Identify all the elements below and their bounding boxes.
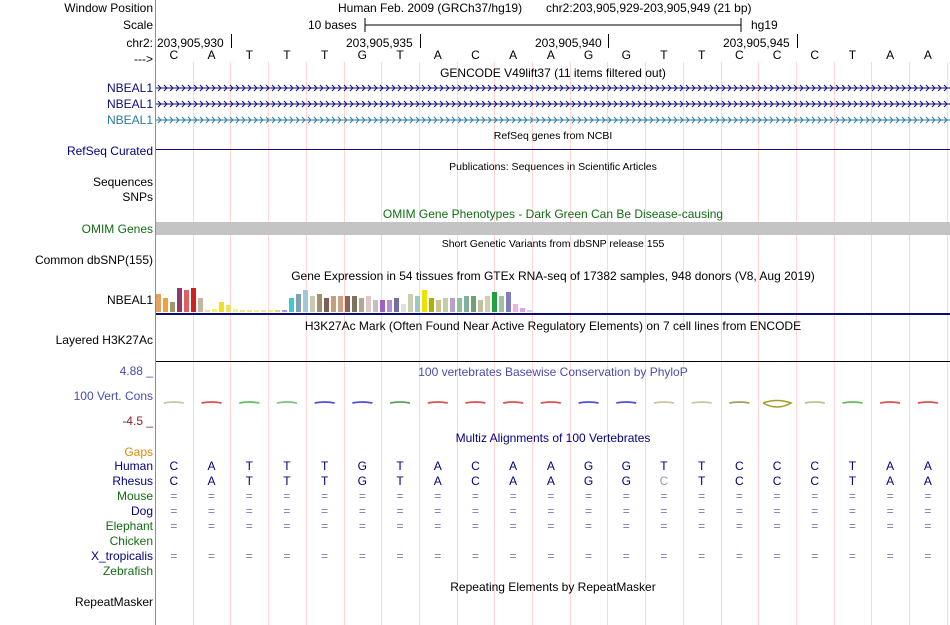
aligned-equal: = <box>358 519 366 533</box>
aligned-equal: = <box>585 489 593 503</box>
rhesus-base: A <box>886 474 895 488</box>
aligned-equal: = <box>547 549 555 563</box>
cons-score-mark <box>729 402 749 403</box>
aligned-equal: = <box>622 489 630 503</box>
aligned-equal: = <box>321 519 329 533</box>
gtex-tissue-bar[interactable] <box>212 309 217 312</box>
coord-tick <box>420 34 421 48</box>
human-base: C <box>810 459 820 473</box>
aligned-equal: = <box>321 489 329 503</box>
human-base: G <box>621 459 631 473</box>
gtex-tissue-bar[interactable] <box>191 288 196 312</box>
aligned-equal: = <box>396 504 404 518</box>
aligned-equal: = <box>848 549 856 563</box>
base-letter: G <box>621 48 631 62</box>
gtex-tissue-bar[interactable] <box>457 298 462 312</box>
rhesus-base: C <box>169 474 179 488</box>
gene-track-3[interactable] <box>156 115 950 125</box>
human-base: T <box>848 459 857 473</box>
aligned-equal: = <box>735 519 743 533</box>
aligned-equal: = <box>170 489 178 503</box>
omim-label[interactable]: OMIM Genes <box>81 222 153 236</box>
gtex-tissue-bar[interactable] <box>366 296 371 312</box>
cons-score-mark <box>541 402 561 403</box>
rhesus-base: A <box>546 474 555 488</box>
rhesus-base: T <box>245 474 253 488</box>
h3k27ac-baseline <box>156 361 950 362</box>
aligned-equal: = <box>434 549 442 563</box>
aligned-equal: = <box>471 489 479 503</box>
sequences-label[interactable]: Sequences <box>92 175 153 189</box>
cons-max: 4.88 _ <box>119 364 153 378</box>
aligned-equal: = <box>585 519 593 533</box>
aligned-equal: = <box>773 549 781 563</box>
repeatmasker-label[interactable]: RepeatMasker <box>74 595 153 609</box>
gtex-tissue-bar[interactable] <box>527 310 532 312</box>
gtex-tissue-bar[interactable] <box>240 310 245 312</box>
human-base: A <box>433 459 442 473</box>
aligned-equal: = <box>698 519 706 533</box>
cons-label[interactable]: 100 Vert. Cons <box>73 389 153 403</box>
cons-score-mark <box>277 402 297 403</box>
aligned-equal: = <box>434 519 442 533</box>
gtex-tissue-bar[interactable] <box>296 294 301 312</box>
species-label-mouse[interactable]: Mouse <box>116 489 153 503</box>
aligned-equal: = <box>886 504 894 518</box>
gtex-tissue-bar[interactable] <box>247 310 252 312</box>
scale-text: 10 bases <box>308 18 357 32</box>
aligned-equal: = <box>547 519 555 533</box>
aligned-equal: = <box>886 519 894 533</box>
base-letter: A <box>509 48 518 62</box>
gtex-tissue-bar[interactable] <box>254 310 259 312</box>
gtex-tissue-bar[interactable] <box>499 296 504 312</box>
base-letter: C <box>471 48 480 62</box>
gtex-tissue-bar[interactable] <box>373 300 378 312</box>
human-base: T <box>396 459 404 473</box>
cons-score-mark <box>805 402 825 403</box>
coord-2: 203,905,935 <box>346 36 413 50</box>
cons-score-mark <box>239 402 259 403</box>
cons-score-mark <box>352 402 372 403</box>
cons-score-mark <box>842 402 862 403</box>
rhesus-base: G <box>357 474 368 488</box>
base-letter: A <box>923 48 932 62</box>
scale-bar <box>360 16 750 34</box>
aligned-equal: = <box>924 549 932 563</box>
aligned-equal: = <box>245 519 253 533</box>
gtex-tissue-bar[interactable] <box>492 292 497 312</box>
gtex-tissue-bar[interactable] <box>345 296 350 312</box>
base-letter: C <box>772 48 782 62</box>
cons-score-mark <box>465 402 485 403</box>
aligned-equal: = <box>208 489 216 503</box>
aligned-equal: = <box>811 519 819 533</box>
base-letter: A <box>886 48 895 62</box>
chrom-label: chr2: <box>126 36 153 50</box>
gtex-tissue-bar[interactable] <box>359 298 364 312</box>
species-label-human[interactable]: Human <box>114 459 153 473</box>
repeatmasker-title[interactable]: Repeating Elements by RepeatMasker <box>450 580 656 594</box>
aligned-equal: = <box>811 489 819 503</box>
aligned-equal: = <box>283 504 291 518</box>
aligned-equal: = <box>208 504 216 518</box>
species-label-rhesus[interactable]: Rhesus <box>112 474 153 488</box>
human-base: A <box>509 459 518 473</box>
publications-title[interactable]: Publications: Sequences in Scientific Articles <box>449 161 657 173</box>
aligned-equal: = <box>924 489 932 503</box>
species-label-elephant[interactable]: Elephant <box>105 519 153 533</box>
cons-wiggle[interactable] <box>156 394 950 414</box>
aligned-equal: = <box>886 549 894 563</box>
aligned-equal: = <box>547 489 555 503</box>
base-letter: A <box>433 48 442 62</box>
gtex-tissue-bar[interactable] <box>163 298 168 312</box>
gtex-tissue-bar[interactable] <box>380 300 385 312</box>
gtex-tissue-bar[interactable] <box>324 298 329 312</box>
aligned-equal: = <box>170 504 178 518</box>
base-letter: T <box>283 48 291 62</box>
gtex-tissue-bar[interactable] <box>520 308 525 312</box>
scale-label: Scale <box>122 18 153 32</box>
coord-4: 203,905,945 <box>723 36 790 50</box>
gene-label-3[interactable]: NBEAL1 <box>106 113 153 127</box>
aligned-equal: = <box>924 504 932 518</box>
gtex-tissue-bar[interactable] <box>408 294 413 312</box>
aligned-equal: = <box>283 519 291 533</box>
gtex-tissue-bar[interactable] <box>401 304 406 312</box>
aligned-equal: = <box>735 504 743 518</box>
cons-score-mark <box>428 402 448 403</box>
gtex-tissue-bar[interactable] <box>506 292 511 312</box>
coord-tick <box>797 34 798 48</box>
rhesus-base: A <box>923 474 932 488</box>
gtex-tissue-bar[interactable] <box>282 310 287 312</box>
gtex-tissue-bar[interactable] <box>387 300 392 312</box>
gtex-tissue-bar[interactable] <box>303 290 308 312</box>
h3k27ac-title[interactable]: H3K27Ac Mark (Often Found Near Active Regulatory Elements) on 7 cell lines from ENCODE <box>304 319 802 333</box>
gtex-tissue-bar[interactable] <box>226 305 231 312</box>
dbsnp-label[interactable]: Common dbSNP(155) <box>34 253 153 267</box>
human-base: T <box>697 459 706 473</box>
aligned-equal: = <box>509 489 517 503</box>
gtex-tissue-bar[interactable] <box>352 296 357 312</box>
gtex-tissue-bar[interactable] <box>268 310 273 312</box>
strand-label: ---> <box>134 52 153 66</box>
gtex-tissue-bar[interactable] <box>317 294 322 312</box>
aligned-equal: = <box>735 549 743 563</box>
gtex-title[interactable]: Gene Expression in 54 tissues from GTEx RNA-seq of 17382 samples, 948 donors (V8, Aug 2019) <box>291 269 815 283</box>
base-letter: T <box>848 48 857 62</box>
gtex-tissue-bar[interactable] <box>261 310 266 312</box>
cons-min: -4.5 _ <box>122 414 153 428</box>
h3k27ac-label[interactable]: Layered H3K27Ac <box>55 333 153 347</box>
cons-score-mark <box>390 402 410 403</box>
aligned-equal: = <box>245 549 253 563</box>
gtex-tissue-bar[interactable] <box>198 298 203 312</box>
base-letter: C <box>810 48 820 62</box>
aligned-equal: = <box>773 489 781 503</box>
coord-tick <box>231 34 232 48</box>
multiz-title[interactable]: Multiz Alignments of 100 Vertebrates <box>455 431 651 445</box>
aligned-equal: = <box>358 549 366 563</box>
aligned-equal: = <box>698 549 706 563</box>
aligned-equal: = <box>283 549 291 563</box>
aligned-equal: = <box>886 489 894 503</box>
omim-bar[interactable] <box>156 222 950 235</box>
rhesus-base: C <box>810 474 820 488</box>
cons-score-mark <box>616 402 636 403</box>
gtex-tissue-bar[interactable] <box>450 298 455 312</box>
aligned-equal: = <box>698 489 706 503</box>
aligned-equal: = <box>585 549 593 563</box>
aligned-equal: = <box>660 489 668 503</box>
aligned-equal: = <box>509 549 517 563</box>
coord-1: 203,905,930 <box>157 36 224 50</box>
aligned-equal: = <box>245 489 253 503</box>
gtex-tissue-bar[interactable] <box>275 310 280 312</box>
human-base: A <box>886 459 895 473</box>
gtex-tissue-bar[interactable] <box>338 296 343 312</box>
gene-label-2[interactable]: NBEAL1 <box>106 97 153 111</box>
base-letter: T <box>697 48 706 62</box>
human-base: G <box>357 459 368 473</box>
rhesus-base: C <box>659 474 669 488</box>
aligned-equal: = <box>208 549 216 563</box>
aligned-equal: = <box>471 519 479 533</box>
aligned-equal: = <box>396 549 404 563</box>
refseq-label[interactable]: RefSeq Curated <box>66 144 153 158</box>
rhesus-base: C <box>471 474 480 488</box>
rhesus-base: C <box>735 474 744 488</box>
gene-label-1[interactable]: NBEAL1 <box>106 81 153 95</box>
aligned-equal: = <box>773 504 781 518</box>
cons-score-mark <box>763 401 791 408</box>
aligned-equal: = <box>811 549 819 563</box>
gtex-gene-line <box>156 313 950 315</box>
rhesus-base: A <box>509 474 518 488</box>
rhesus-base: A <box>207 474 216 488</box>
snps-label[interactable]: SNPs <box>122 190 153 204</box>
base-letter: G <box>357 48 368 62</box>
gtex-label[interactable]: NBEAL1 <box>106 293 153 307</box>
human-base: A <box>207 459 216 473</box>
aligned-equal: = <box>208 519 216 533</box>
gtex-tissue-bar[interactable] <box>429 298 434 312</box>
base-letter: A <box>207 48 216 62</box>
aligned-equal: = <box>622 549 630 563</box>
gtex-tissue-bar[interactable] <box>471 296 476 312</box>
aligned-equal: = <box>358 489 366 503</box>
aligned-equal: = <box>434 489 442 503</box>
aligned-equal: = <box>471 504 479 518</box>
aligned-equal: = <box>848 504 856 518</box>
species-label-chicken[interactable]: Chicken <box>109 534 153 548</box>
gtex-tissue-bar[interactable] <box>422 290 427 312</box>
human-base: C <box>169 459 179 473</box>
base-letter: T <box>660 48 668 62</box>
db-label: hg19 <box>751 18 778 32</box>
aligned-equal: = <box>434 504 442 518</box>
rhesus-base: C <box>772 474 782 488</box>
aligned-equal: = <box>622 504 630 518</box>
cons-score-mark <box>503 402 523 403</box>
cons-score-mark <box>918 402 938 403</box>
coord-tick <box>608 34 609 48</box>
gencode-title[interactable]: GENCODE V49lift37 (11 items filtered out) <box>440 66 666 80</box>
gtex-tissue-bar[interactable] <box>177 288 182 312</box>
aligned-equal: = <box>848 489 856 503</box>
aligned-equal: = <box>471 549 479 563</box>
aligned-equal: = <box>396 519 404 533</box>
aligned-equal: = <box>509 504 517 518</box>
gtex-tissue-bar[interactable] <box>478 300 483 312</box>
base-letter: T <box>320 48 329 62</box>
aligned-equal: = <box>245 504 253 518</box>
species-label-zebrafish[interactable]: Zebrafish <box>102 564 153 578</box>
base-letter: C <box>169 48 179 62</box>
aligned-equal: = <box>735 489 743 503</box>
rhesus-base: T <box>697 474 706 488</box>
aligned-equal: = <box>547 504 555 518</box>
dbsnp-title[interactable]: Short Genetic Variants from dbSNP release 155 <box>441 238 665 250</box>
human-base: T <box>283 459 291 473</box>
species-label-x_tropicalis[interactable]: X_tropicalis <box>90 549 153 563</box>
cons-score-mark <box>692 402 712 403</box>
gtex-tissue-bar[interactable] <box>443 298 448 312</box>
gtex-tissue-bar[interactable] <box>156 294 161 312</box>
aligned-equal: = <box>170 549 178 563</box>
aligned-equal: = <box>170 519 178 533</box>
assembly-text: Human Feb. 2009 (GRCh37/hg19) <box>338 1 523 15</box>
gtex-tissue-bar[interactable] <box>184 290 189 312</box>
cons-score-mark <box>202 402 222 403</box>
gtex-tissue-bar[interactable] <box>394 298 399 312</box>
aligned-equal: = <box>660 519 668 533</box>
aligned-equal: = <box>811 504 819 518</box>
rhesus-base: G <box>583 474 594 488</box>
gaps-label[interactable]: Gaps <box>124 445 153 459</box>
aligned-equal: = <box>585 504 593 518</box>
rhesus-base: A <box>433 474 442 488</box>
base-letter: C <box>735 48 744 62</box>
rhesus-base: T <box>283 474 291 488</box>
gtex-tissue-bar[interactable] <box>436 300 441 312</box>
refseq-gene-line[interactable] <box>156 149 950 150</box>
aligned-equal: = <box>321 549 329 563</box>
human-base: C <box>471 459 480 473</box>
aligned-equal: = <box>509 519 517 533</box>
aligned-equal: = <box>660 504 668 518</box>
rhesus-base: T <box>848 474 857 488</box>
rhesus-base: G <box>621 474 631 488</box>
human-base: G <box>583 459 594 473</box>
gtex-tissue-bar[interactable] <box>170 302 175 312</box>
gtex-tissue-bar[interactable] <box>310 296 315 312</box>
gtex-tissue-bar[interactable] <box>205 310 210 312</box>
aligned-equal: = <box>924 519 932 533</box>
human-base: A <box>546 459 555 473</box>
aligned-equal: = <box>396 489 404 503</box>
gtex-tissue-bar[interactable] <box>289 298 294 312</box>
window-position-label: Window Position <box>64 1 153 15</box>
human-base: A <box>923 459 932 473</box>
aligned-equal: = <box>321 504 329 518</box>
rhesus-base: T <box>396 474 404 488</box>
human-base: C <box>772 459 782 473</box>
gtex-expression-bars[interactable] <box>156 282 536 312</box>
rhesus-base: T <box>320 474 329 488</box>
cons-score-mark <box>164 402 184 403</box>
cons-score-mark <box>579 402 599 403</box>
position-text[interactable]: chr2:203,905,929-203,905,949 (21 bp) <box>546 1 752 15</box>
cons-score-mark <box>315 402 335 403</box>
gtex-tissue-bar[interactable] <box>485 296 490 312</box>
cons-title[interactable]: 100 vertebrates Basewise Conservation by PhyloP <box>418 365 688 379</box>
aligned-equal: = <box>358 504 366 518</box>
aligned-equal: = <box>773 519 781 533</box>
aligned-equal: = <box>698 504 706 518</box>
human-base: T <box>320 459 329 473</box>
species-label-dog[interactable]: Dog <box>130 504 153 518</box>
human-base: T <box>245 459 253 473</box>
gene-track-1[interactable] <box>156 83 950 93</box>
aligned-equal: = <box>660 549 668 563</box>
base-letter: A <box>546 48 555 62</box>
gtex-tissue-bar[interactable] <box>415 296 420 312</box>
cons-score-mark <box>880 402 900 403</box>
aligned-equal: = <box>848 519 856 533</box>
omim-title[interactable]: OMIM Gene Phenotypes - Dark Green Can Be Disease-causing <box>382 207 724 221</box>
base-letter: G <box>583 48 594 62</box>
gene-track-2[interactable] <box>156 99 950 109</box>
gtex-tissue-bar[interactable] <box>513 304 518 312</box>
cons-score-mark <box>654 402 674 403</box>
refseq-title[interactable]: RefSeq genes from NCBI <box>493 130 613 142</box>
human-base: C <box>735 459 744 473</box>
gtex-tissue-bar[interactable] <box>464 296 469 312</box>
coord-3: 203,905,940 <box>535 36 602 50</box>
gtex-tissue-bar[interactable] <box>331 296 336 312</box>
base-letter: T <box>396 48 404 62</box>
gtex-tissue-bar[interactable] <box>219 302 224 312</box>
gtex-tissue-bar[interactable] <box>233 309 238 312</box>
human-base: T <box>660 459 668 473</box>
base-letter: T <box>245 48 253 62</box>
aligned-equal: = <box>622 519 630 533</box>
aligned-equal: = <box>283 489 291 503</box>
